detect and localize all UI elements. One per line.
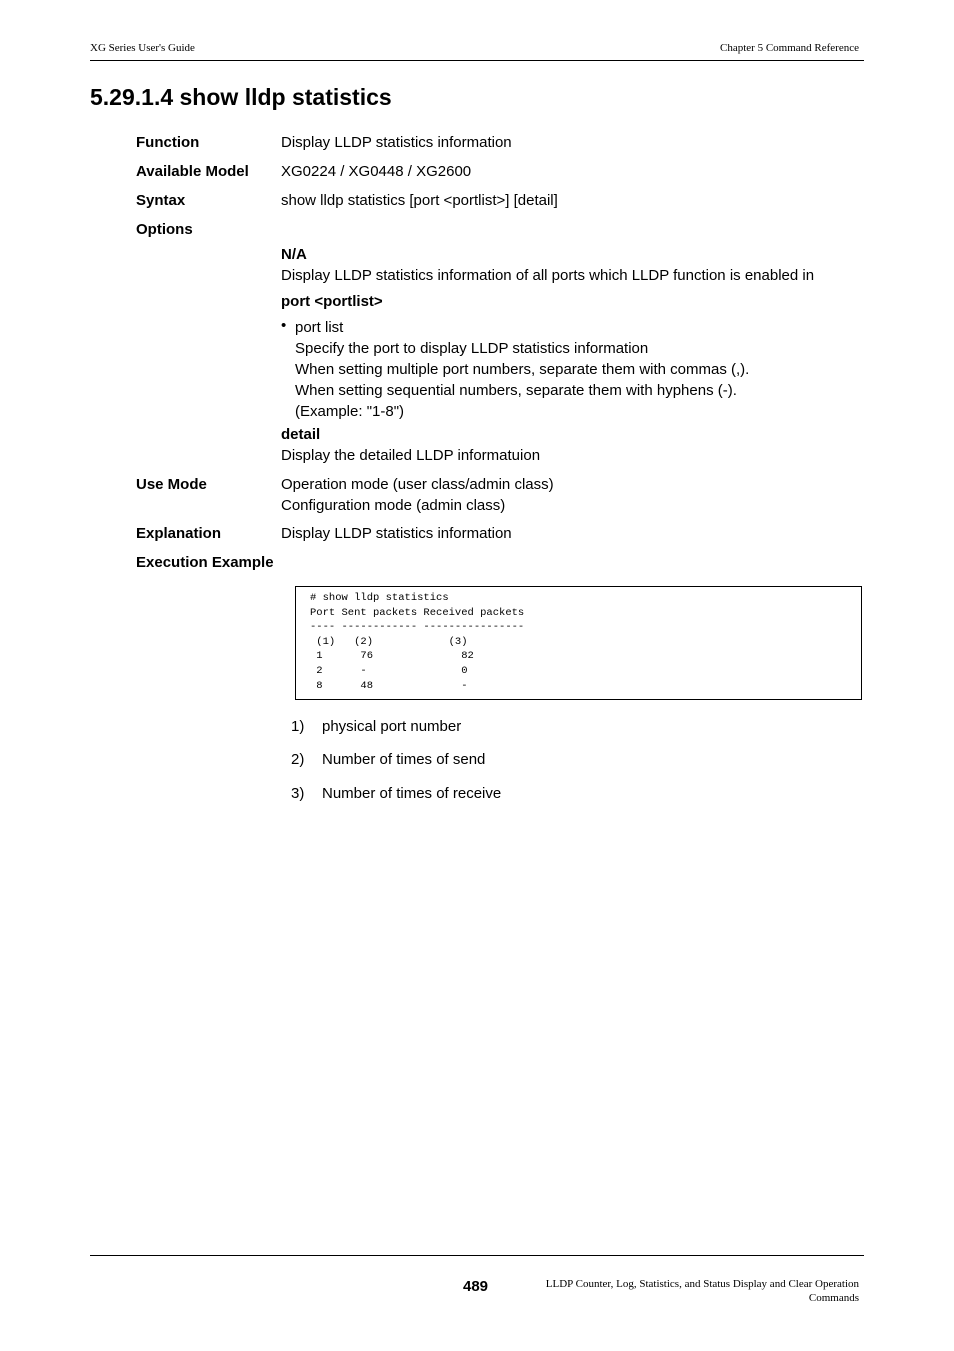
port-line-1: Specify the port to display LLDP statistics information	[295, 340, 649, 357]
label-execution-example: Execution Example	[136, 554, 274, 571]
page-number: 489	[463, 1278, 489, 1295]
note-text-2: Number of times of send	[322, 751, 486, 768]
port-line-2: When setting multiple port numbers, separate them with commas (,).	[295, 361, 750, 378]
note-text-1: physical port number	[322, 718, 462, 735]
execution-example-code: # show lldp statistics Port Sent packets Received packets ---- ------------ ---------------- (1) (2) (3) 1 76 82 2 - 0 8 48 -	[310, 592, 525, 692]
value-use-mode-2: Configuration mode (admin class)	[281, 497, 506, 514]
note-number-1: 1)	[291, 718, 305, 735]
option-port-title: port <portlist>	[281, 293, 383, 310]
note-number-2: 2)	[291, 751, 305, 768]
value-explanation: Display LLDP statistics information	[281, 525, 512, 542]
port-line-3: When setting sequential numbers, separate them with hyphens (-).	[295, 382, 737, 399]
option-na-title: N/A	[281, 246, 307, 263]
footer-section-title: LLDP Counter, Log, Statistics, and Status Display and Clear Operation Commands	[545, 1278, 859, 1304]
execution-example-box	[295, 586, 862, 700]
value-function: Display LLDP statistics information	[281, 134, 512, 151]
header-chapter-title: Chapter 5 Command Reference	[720, 42, 859, 54]
value-use-mode-1: Operation mode (user class/admin class)	[281, 476, 554, 493]
port-item: port list	[295, 319, 344, 336]
header-guide-title: XG Series User's Guide	[90, 42, 195, 54]
label-available-model: Available Model	[136, 163, 249, 180]
label-function: Function	[136, 134, 200, 151]
label-options: Options	[136, 221, 193, 238]
label-use-mode: Use Mode	[136, 476, 207, 493]
header-divider	[90, 60, 864, 61]
value-syntax: show lldp statistics [port <portlist>] [detail]	[281, 192, 558, 209]
label-syntax: Syntax	[136, 192, 186, 209]
option-port-details	[295, 317, 749, 422]
note-text-3: Number of times of receive	[322, 785, 502, 802]
bullet-icon: •	[281, 317, 287, 334]
option-na-description: Display LLDP statistics information of all ports which LLDP function is enabled in	[281, 267, 815, 284]
port-line-4: (Example: "1-8")	[295, 403, 405, 420]
section-title: 5.29.1.4 show lldp statistics	[90, 84, 392, 110]
label-explanation: Explanation	[136, 525, 222, 542]
option-detail-title: detail	[281, 426, 321, 443]
value-available-model: XG0224 / XG0448 / XG2600	[281, 163, 472, 180]
footer-divider	[90, 1255, 864, 1256]
option-detail-description: Display the detailed LLDP informatuion	[281, 447, 541, 464]
note-number-3: 3)	[291, 785, 305, 802]
